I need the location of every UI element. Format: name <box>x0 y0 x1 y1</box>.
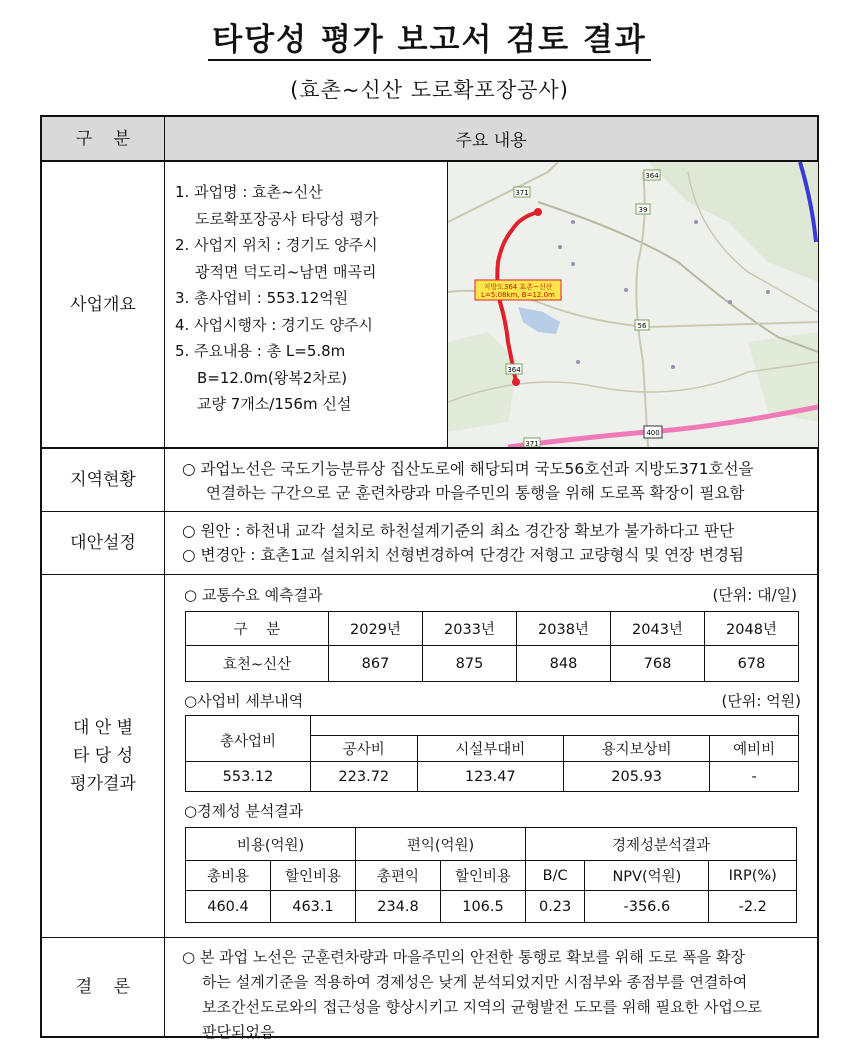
econ-group-cost: 비용(억원) <box>186 828 356 861</box>
econ-header: 할인비용 <box>441 861 526 891</box>
econ-group-benefit: 편익(억원) <box>356 828 526 861</box>
road-shield <box>644 170 660 180</box>
route-label-line1: 지방도364 효촌~신산 <box>483 283 553 291</box>
econ-header: NPV(억원) <box>585 861 709 891</box>
road-shield <box>644 426 662 438</box>
region-label: 지역현황 <box>70 470 136 490</box>
page-title: 타당성 평가 보고서 검토 결과 <box>0 14 859 59</box>
region-text <box>182 457 754 505</box>
evaluation-label-line: 평가결과 <box>70 774 136 794</box>
econ-value: 0.23 <box>526 891 585 923</box>
alternative-line: ○ 변경안 : 효촌1교 설치위치 선형변경하여 단경간 저형고 교량형식 및 연장 변경됨 <box>182 546 744 564</box>
traffic-value: 678 <box>705 646 799 682</box>
cost-heading: ○사업비 세부내역 <box>184 692 304 710</box>
header-category: 구 분 <box>75 128 131 149</box>
page-subtitle: (효촌~신산 도로확포장공사) <box>290 78 569 102</box>
alternative-line: ○ 원안 : 하천내 교각 설치로 하천설계기준의 최소 경간장 확보가 불가하다고 판단 <box>182 522 735 540</box>
overview-item: B=12.0m(왕복2차로) <box>197 368 348 387</box>
traffic-value: 768 <box>611 646 705 682</box>
cost-item-header: 시설부대비 <box>417 736 563 762</box>
econ-header: 총편익 <box>356 861 441 891</box>
cost-table <box>185 715 799 792</box>
region-line: ○ 과업노선은 국도기능분류상 집산도로에 해당되며 국도56호선과 지방도371호선을 <box>182 460 754 478</box>
evaluation-label-line: 대 안 별 <box>72 718 134 738</box>
econ-header: 총비용 <box>186 861 271 891</box>
conclusion-line: 보조간선도로와의 접근성을 향상시키고 지역의 균형발전 도모를 위해 필요한 사업으로 <box>202 998 762 1016</box>
overview-item: 3. 총사업비 : 553.12억원 <box>175 289 349 307</box>
cost-header-span <box>311 716 799 736</box>
road-shield <box>514 187 530 197</box>
svg-text:371: 371 <box>525 440 539 447</box>
alternative-label: 대안설정 <box>70 533 136 553</box>
conclusion-label: 결 론 <box>75 977 131 997</box>
traffic-table <box>185 611 799 682</box>
traffic-row-label: 효천~신산 <box>186 646 329 682</box>
svg-text:400: 400 <box>646 429 660 437</box>
location-map-svg <box>448 162 818 447</box>
road-shield <box>635 320 649 330</box>
cost-total-value: 553.12 <box>186 762 311 792</box>
column-divider <box>164 117 165 1036</box>
overview-item: 2. 사업지 위치 : 경기도 양주시 <box>175 236 378 254</box>
cost-item-header: 용지보상비 <box>563 736 709 762</box>
overview-item: 1. 과업명 : 효촌~신산 <box>175 183 323 201</box>
alternative-text <box>182 519 744 567</box>
header-main-content: 주요 내용 <box>455 131 527 151</box>
cost-item-header: 예비비 <box>710 736 799 762</box>
region-line: 연결하는 구간으로 군 훈련차량과 마을주민의 통행을 위해 도로폭 확장이 필요함 <box>206 484 745 502</box>
traffic-year: 2038년 <box>517 612 611 646</box>
econ-heading: ○경제성 분석결과 <box>184 802 304 820</box>
econ-header: 할인비용 <box>271 861 356 891</box>
overview-item: 광적면 덕도리~남면 매곡리 <box>195 262 377 281</box>
route-start-point <box>534 208 542 216</box>
traffic-value: 875 <box>423 646 517 682</box>
econ-value: -356.6 <box>585 891 709 923</box>
svg-text:39: 39 <box>638 206 648 214</box>
cost-unit: (단위: 억원) <box>721 692 801 710</box>
conclusion-line: 판단되었음 <box>202 1023 275 1041</box>
econ-value: 463.1 <box>271 891 356 923</box>
traffic-year: 2033년 <box>423 612 517 646</box>
svg-text:371: 371 <box>515 189 529 197</box>
conclusion-line: 하는 설계기준을 적용하여 경제성은 낮게 분석되었지만 시점부와 종점부를 연결하여 <box>202 973 748 991</box>
cost-item-value: - <box>710 762 799 792</box>
traffic-value: 848 <box>517 646 611 682</box>
overview-item: 4. 사업시행자 : 경기도 양주시 <box>175 315 373 334</box>
svg-text:56: 56 <box>637 322 647 330</box>
evaluation-label <box>42 575 164 937</box>
cost-item-value: 123.47 <box>417 762 563 792</box>
overview-item: 5. 주요내용 : 총 L=5.8m <box>175 342 346 360</box>
econ-header: B/C <box>526 861 585 891</box>
traffic-year: 2029년 <box>329 612 423 646</box>
traffic-heading: ○ 교통수요 예측결과 <box>184 586 323 604</box>
overview-item: 교량 7개소/156m 신설 <box>197 395 352 413</box>
overview-item: 도로확포장공사 타당성 평가 <box>195 209 379 228</box>
traffic-unit: (단위: 대/일) <box>712 586 797 604</box>
cost-item-value: 223.72 <box>311 762 418 792</box>
traffic-header: 구 분 <box>186 612 329 646</box>
traffic-year: 2048년 <box>705 612 799 646</box>
econ-table <box>185 827 797 923</box>
conclusion-text <box>182 945 762 1045</box>
evaluation-label-line: 타 당 성 <box>72 746 134 766</box>
svg-text:364: 364 <box>645 172 659 180</box>
road-shield <box>636 204 650 214</box>
review-table <box>40 115 819 1041</box>
econ-header: IRP(%) <box>709 861 797 891</box>
overview-list <box>175 179 378 418</box>
cost-item-header: 공사비 <box>311 736 418 762</box>
econ-value: -2.2 <box>709 891 797 923</box>
route-end-point <box>512 378 520 386</box>
cost-total-header: 총사업비 <box>186 716 311 762</box>
conclusion-line: ○ 본 과업 노선은 군훈련차량과 마을주민의 안전한 통행로 확보를 위해 도로 폭을 확장 <box>182 948 745 966</box>
econ-value: 234.8 <box>356 891 441 923</box>
location-map <box>447 162 818 447</box>
econ-value: 106.5 <box>441 891 526 923</box>
econ-group-result: 경제성분석결과 <box>526 828 797 861</box>
traffic-value: 867 <box>329 646 423 682</box>
econ-value: 460.4 <box>186 891 271 923</box>
traffic-year: 2043년 <box>611 612 705 646</box>
road-shield <box>506 364 522 374</box>
svg-text:364: 364 <box>507 366 521 374</box>
cost-item-value: 205.93 <box>563 762 709 792</box>
road-shield <box>524 438 540 447</box>
route-label-line2: L=5.08km, B=12.0m <box>481 291 555 299</box>
overview-label: 사업개요 <box>70 294 136 315</box>
